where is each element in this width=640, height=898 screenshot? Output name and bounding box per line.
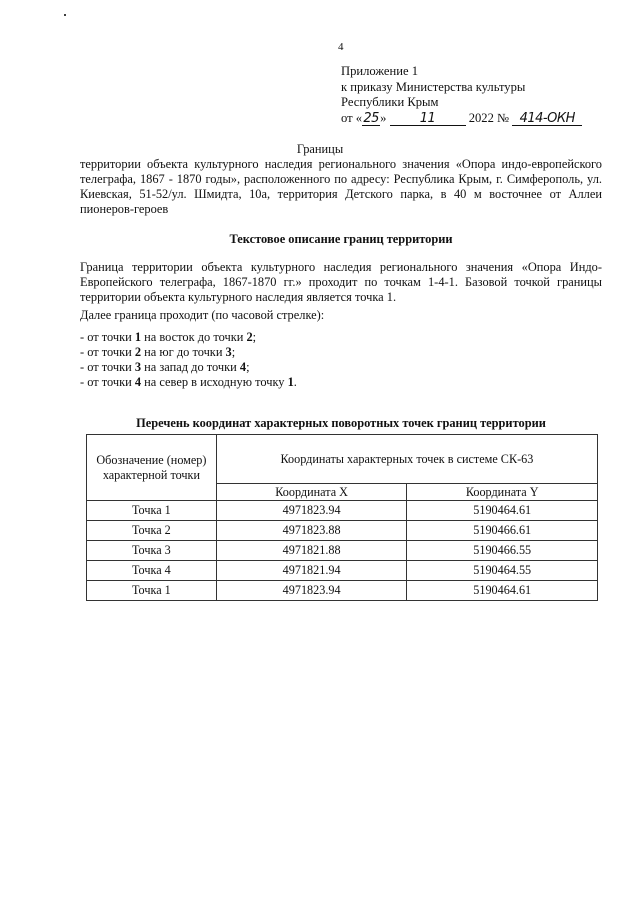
table-row (87, 541, 598, 561)
header-point-cell: Обозначение (номер) характерной точки (87, 435, 217, 501)
table-row (87, 561, 598, 581)
scan-dot (64, 14, 66, 16)
coordinates-table (86, 434, 598, 601)
route-item: - от точки 2 на юг до точки 3; (80, 345, 236, 359)
appendix-date-line (341, 111, 582, 127)
number-prefix: № (497, 110, 510, 125)
date-year: 2022 (468, 110, 494, 125)
route-item: - от точки 1 на восток до точки 2; (80, 330, 257, 344)
point-cell: Точка 2 (87, 521, 217, 541)
document-title: Границы (296, 142, 344, 156)
appendix-block (341, 64, 582, 126)
y-cell: 5190466.55 (407, 541, 598, 561)
route-item: - от точки 4 на север в исходную точку 1. (80, 375, 297, 389)
appendix-line-2: к приказу Министерства культуры (341, 79, 526, 94)
boundary-direction-note: Далее граница проходит (по часовой стрелке): (80, 308, 325, 322)
y-cell: 5190464.55 (407, 561, 598, 581)
y-cell: 5190464.61 (407, 501, 598, 521)
page-number: 4 (338, 41, 344, 53)
x-cell: 4971823.88 (216, 521, 407, 541)
section-heading: Текстовое описание границ территории (229, 232, 453, 246)
date-prefix: от « (341, 110, 363, 125)
route-item: - от точки 3 на запад до точки 4; (80, 360, 250, 374)
table-title: Перечень координат характерных поворотных точек границ территории (136, 416, 546, 430)
point-cell: Точка 3 (87, 541, 217, 561)
date-mid: » (380, 110, 387, 125)
x-cell: 4971821.88 (216, 541, 407, 561)
territory-description: территории объекта культурного наследия регионального значения «Опора индо-европейского телеграфа, 1867 - 1870 годы», расположенного по адресу: Республика Крым, г. Симферополь, ул. Киевская, 51-52/ул. Шмидта, 10а, территория Детского парка, в 40 м восточнее от Аллеи пионеров-героев (80, 157, 602, 216)
point-cell: Точка 4 (87, 561, 217, 581)
appendix-line-3: Республики Крым (341, 95, 439, 109)
route-list (80, 330, 297, 390)
boundary-paragraph: Граница территории объекта культурного наследия регионального значения «Опора Индо-Европейского телеграфа, 1867-1870 гг.» проходит по точкам 1-4-1. Базовой точкой границы территории объекта культурного наследия является точка 1. (80, 260, 602, 304)
point-cell: Точка 1 (87, 581, 217, 601)
table-row (87, 581, 598, 601)
order-number: 414-ОКН (512, 112, 582, 126)
point-cell: Точка 1 (87, 501, 217, 521)
table-row (87, 501, 598, 521)
header-y-cell: Координата Y (407, 484, 598, 501)
y-cell: 5190464.61 (407, 581, 598, 601)
x-cell: 4971823.94 (216, 501, 407, 521)
date-day: 25 (363, 110, 379, 126)
table-row (87, 521, 598, 541)
header-x-cell: Координата X (216, 484, 407, 501)
x-cell: 4971821.94 (216, 561, 407, 581)
appendix-line-1: Приложение 1 (341, 64, 419, 78)
header-system-cell: Координаты характерных точек в системе СК-63 (216, 435, 597, 484)
date-month: 11 (390, 112, 466, 126)
y-cell: 5190466.61 (407, 521, 598, 541)
x-cell: 4971823.94 (216, 581, 407, 601)
